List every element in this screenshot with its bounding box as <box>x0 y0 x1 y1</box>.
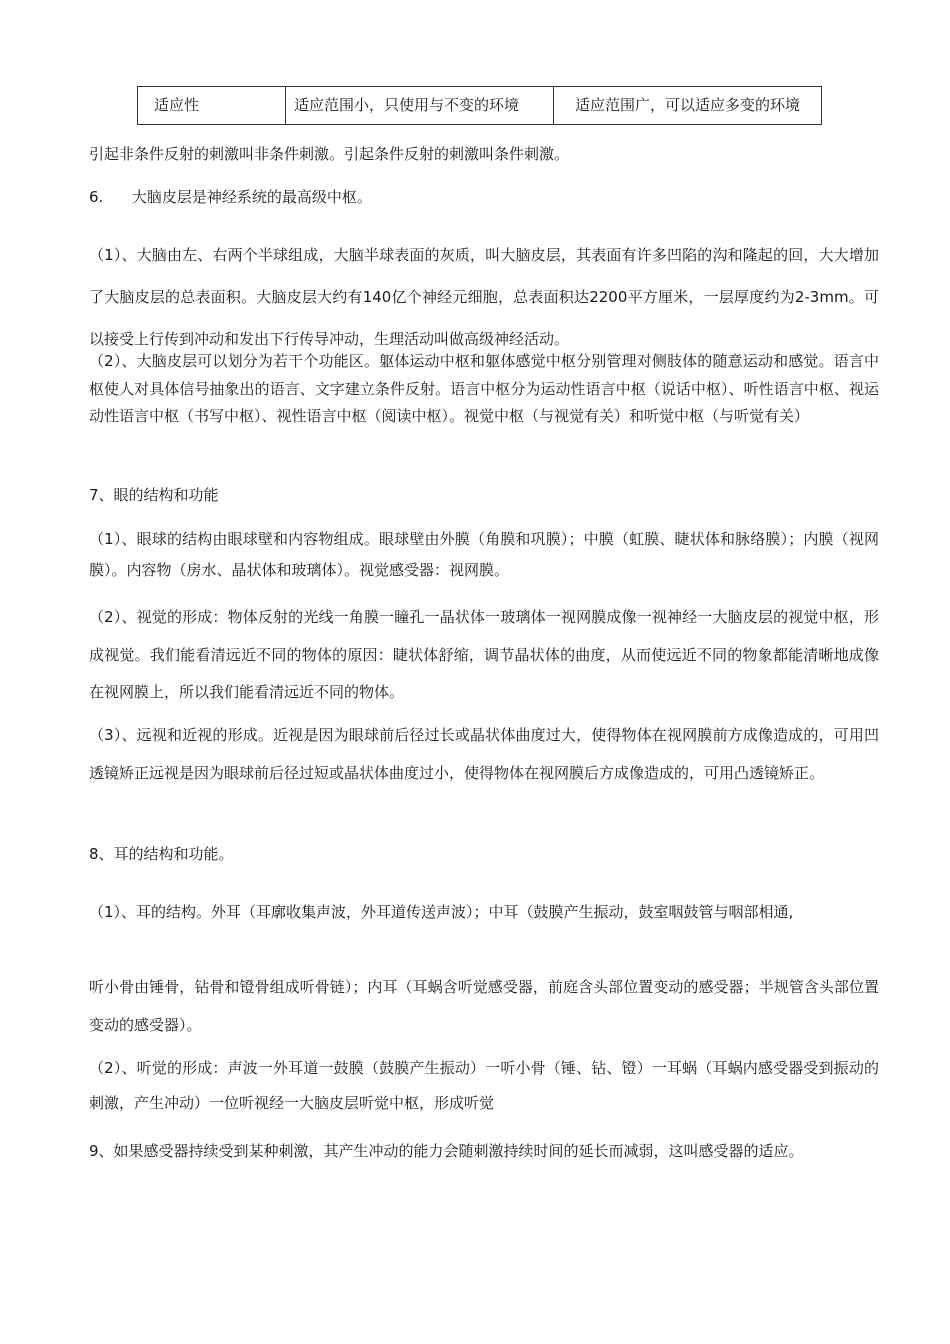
paragraph-7-3: （3）、远视和近视的形成。近视是因为眼球前后径过长或晶状体曲度过大，使得物体在视网膜前方成像造成的，可用凹透镜矫正远视是因为眼球前后径过短或晶状体曲度过小，使得物体在视网膜后方成像造成的，可用凸透镜矫正。 <box>89 726 879 782</box>
table-cell-conditioned: 适应范围广，可以适应多变的环境 <box>554 87 822 125</box>
paragraph-6-2: （2）、大脑皮层可以划分为若干个功能区。躯体运动中枢和躯体感觉中枢分别管理对侧肢体的随意运动和感觉。语言中枢使人对具体信号抽象出的语言、文字建立条件反射。语言中枢分为运动性语言中枢（说话中枢）、听性语言中枢、视运动性语言中枢（书写中枢）、视性语言中枢（阅读中枢）。视觉中枢（与视觉有关）和听觉中枢（与听觉有关） <box>89 352 879 425</box>
paragraph-7-2: （2）、视觉的形成：物体反射的光线一角膜一瞳孔一晶状体一玻璃体一视网膜成像一视神经一大脑皮层的视觉中枢，形成视觉。我们能看清远近不同的物体的原因：睫状体舒缩，调节晶状体的曲度，从而使远近不同的物象都能清晰地成像在视网膜上，所以我们能看清远近不同的物体。 <box>89 608 879 701</box>
paragraph-6-1: （1）、大脑由左、右两个半球组成，大脑半球表面的灰质，叫大脑皮层，其表面有许多凹陷的沟和隆起的回，大大增加了大脑皮层的总表面积。大脑皮层大约有140亿个神经元细胞，总表面积达2200平方厘米，一层厚度约为2-3mm。可以接受上行传到冲动和发出下行传导冲动，生理活动叫做高级神经活动。 <box>89 246 879 348</box>
section-heading-6: 6. 大脑皮层是神经系统的最高级中枢。 <box>89 188 372 206</box>
table-cell-label: 适应性 <box>138 87 286 125</box>
paragraph-7-1: （1）、眼球的结构由眼球壁和内容物组成。眼球壁由外膜（角膜和巩膜）；中膜（虹膜、睫状体和脉络膜）；内膜（视网膜）。内容物（房水、晶状体和玻璃体）。视觉感受器：视网膜。 <box>89 530 879 579</box>
table-cell-unconditioned: 适应范围小，只使用与不变的环境 <box>286 87 554 125</box>
paragraph-stimulus: 引起非条件反射的刺激叫非条件刺激。引起条件反射的刺激叫条件刺激。 <box>89 145 570 163</box>
paragraph-9: 9、如果感受器持续受到某种刺激，其产生冲动的能力会随刺激持续时间的延长而减弱，这叫感受器的适应。 <box>89 1142 804 1160</box>
paragraph-8-1-continued: 听小骨由锤骨，钻骨和镫骨组成听骨链）；内耳（耳蜗含听觉感受器，前庭含头部位置变动的感受器；半规管含头部位置变动的感受器）。 <box>89 978 879 1034</box>
comparison-table <box>137 86 822 125</box>
section-heading-7: 7、眼的结构和功能 <box>89 486 219 504</box>
paragraph-8-2: （2）、听觉的形成：声波一外耳道一鼓膜（鼓膜产生振动）一听小骨（锤、钻、镫）一耳蜗（耳蜗内感受器受到振动的刺激，产生冲动）一位听视经一大脑皮层听觉中枢，形成听觉 <box>89 1059 879 1112</box>
paragraph-8-1: （1）、耳的结构。外耳（耳廓收集声波，外耳道传送声波）；中耳（鼓膜产生振动，鼓室咽鼓管与咽部相通, <box>89 903 794 921</box>
table-row <box>138 87 822 125</box>
section-heading-8: 8、耳的结构和功能。 <box>89 845 234 863</box>
